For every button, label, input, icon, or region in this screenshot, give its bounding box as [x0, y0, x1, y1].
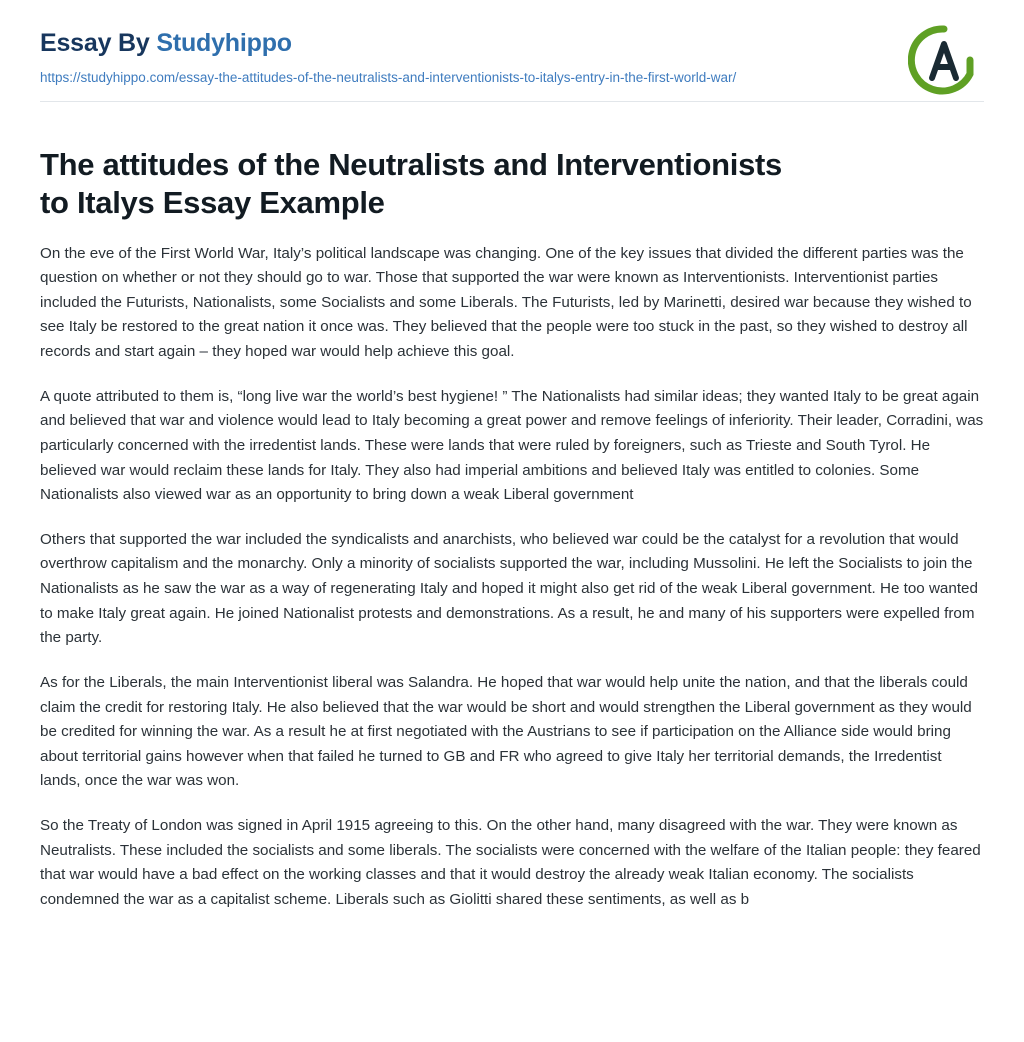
header-divider [40, 101, 984, 102]
body-paragraph: On the eve of the First World War, Italy’s political landscape was changing. One of the key issues that divided the different parties was the question on whether or not they should go to war. Those that supported the war were known as Interventionists. Interventionist parties included the Futurists, Nationalists, some Socialists and some Liberals. The Futurists, led by Marinetti, desired war because they wished to see Italy be restored to the great nation it once was. They believed that the people were too stuck in the past, so they wished to destroy all records and start again – they hoped war would help achieve this goal. [40, 244, 972, 361]
document-content [0, 120, 1024, 953]
brand-prefix: Essay [40, 29, 112, 57]
brand-name: Studyhippo [156, 29, 292, 57]
site-brand [40, 28, 984, 58]
source-url-link[interactable]: https://studyhippo.com/essay-the-attitudes-of-the-neutralists-and-interventionists-to-italys-entry-in-the-first-world-war/ [40, 70, 737, 85]
body-paragraph: Others that supported the war included the syndicalists and anarchists, who believed war could be the catalyst for a revolution that would overthrow capitalism and the monarchy. Only a minority of socialists supported the war, including Mussolini. He left the Socialists to join the Nationalists as he saw the war as a way of regenerating Italy and hoped it might also get rid of the weak Liberal government. He too wanted to make Italy great again. He joined Nationalist protests and demonstrations. As a result, he and many of his supporters were expelled from the party. [40, 530, 978, 647]
body-paragraph: As for the Liberals, the main Interventionist liberal was Salandra. He hoped that war would help unite the nation, and that the liberals could claim the credit for restoring Italy. He also believed that the war would be short and would strengthen the Liberal government as they would be credited for winning the war. As a result he at first negotiated with the Austrians to see if participation on the Alliance side would bring about territorial gains however when that failed he turned to GB and FR who agreed to give Italy her territorial demands, the Irredentist lands, once the war was won. [40, 673, 972, 790]
studyhippo-logo-icon [908, 24, 980, 96]
body-paragraph: So the Treaty of London was signed in April 1915 agreeing to this. On the other hand, many disagreed with the war. They were known as Neutralists. These included the socialists and some liberals. The socialists were concerned with the welfare of the Italian people: they feared that war would have a bad effect on the working classes and that it would destroy the already weak Italian economy. The socialists condemned the war as a capitalist scheme. Liberals such as Giolitti shared these sentiments, as well as b [40, 817, 981, 908]
body-paragraph: A quote attributed to them is, “long live war the world’s best hygiene! ” The Nationalists had similar ideas; they wanted Italy to be great again and believed that war and violence would lead to Italy becoming a great power and remove feelings of inferiority. Their leader, Corradini, was particularly concerned with the irredentist lands. These were lands that were ruled by foreigners, such as Trieste and South Tyrol. He believed war would reclaim these lands for Italy. They also had imperial ambitions and believed Italy was entitled to colonies. Some Nationalists also viewed war as an opportunity to bring down a weak Liberal government [40, 387, 984, 504]
brand-by: By [118, 29, 150, 57]
site-header [0, 0, 1024, 120]
page-title: The attitudes of the Neutralists and Interventionists to Italys Essay Example [40, 146, 782, 220]
